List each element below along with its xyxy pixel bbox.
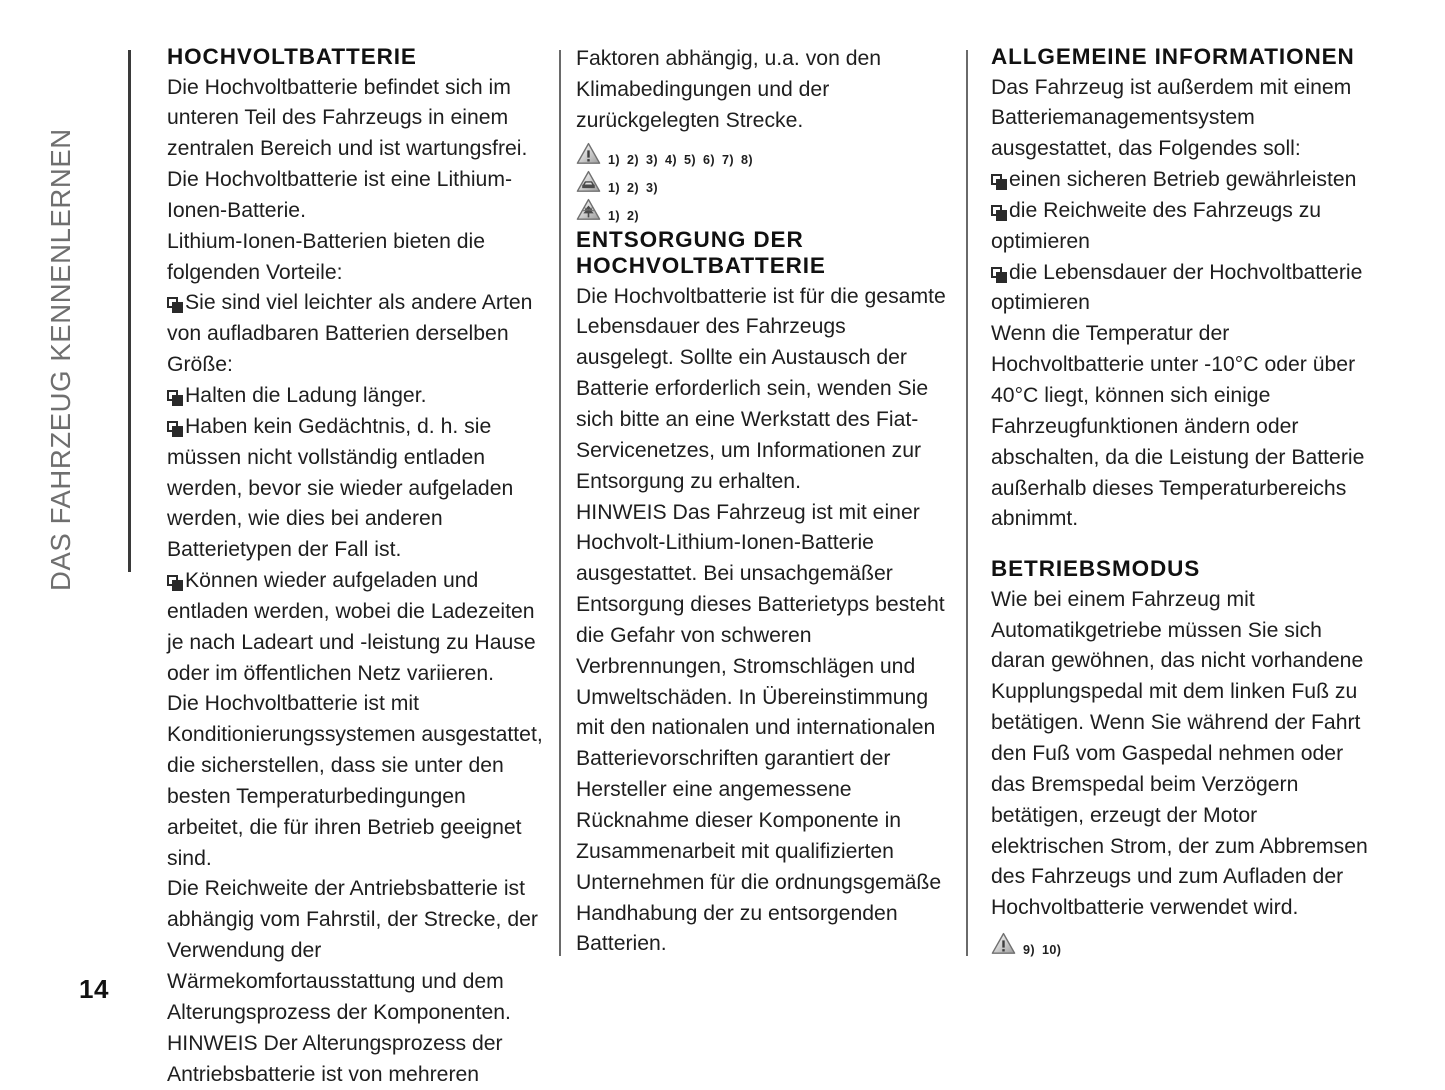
body-paragraph: HINWEIS Der Alterungsprozess der Antriebsbatterie ist von mehreren — [167, 1031, 503, 1086]
bullet-item-label: die Reichweite des Fahrzeugs zu optimieren — [991, 198, 1322, 253]
body-paragraph: Die Hochvoltbatterie ist für die gesamte Lebensdauer des Fahrzeugs ausgelegt. Sollte ein Austausch der Batterie erforderlich sein, wenden Sie sich bitte an eine Werkstatt des Fiat-Servicenetzes, um Informationen zur Entsorgung zu erhalten. — [576, 284, 946, 493]
section-heading: ALLGEMEINE INFORMATIONEN — [991, 44, 1355, 69]
warning-reference-number: 10) — [1042, 943, 1062, 958]
square-bullet-icon — [167, 575, 178, 586]
section-heading: BETRIEBSMODUS — [991, 556, 1201, 582]
bullet-item — [167, 381, 543, 412]
column-divider-1 — [559, 50, 561, 956]
bullet-item-label: Halten die Ladung länger. — [185, 383, 427, 407]
warning-reference-numbers — [1023, 943, 1068, 960]
square-bullet-icon — [167, 421, 178, 432]
bullet-item — [991, 165, 1369, 196]
warning-reference-number: 1) — [608, 208, 620, 223]
square-bullet-icon — [991, 174, 1002, 185]
square-bullet-icon — [991, 205, 1002, 216]
warning-reference-number: 4) — [665, 152, 677, 167]
square-bullet-icon — [991, 267, 1002, 278]
text-column-2 — [576, 44, 948, 960]
body-paragraph: Die Hochvoltbatterie ist mit Konditionierungssystemen ausgestattet, die sicherstellen, dass sie unter den besten Temperaturbedingungen arbeitet, die für ihren Betrieb geeignet sind. — [167, 692, 543, 870]
warning-reference-number: 7) — [722, 152, 734, 167]
bullet-item-label: Haben kein Gedächtnis, d. h. sie müssen nicht vollständig entladen werden, bevor sie wieder aufgeladen werden, wie dies bei anderen Batterietypen der Fall ist. — [167, 414, 514, 562]
body-paragraph: Faktoren abhängig, u.a. von den Klimabedingungen und der zurückgelegten Strecke. — [576, 47, 882, 132]
warning-reference-number: 1) — [608, 180, 620, 195]
bullet-item — [167, 288, 543, 381]
warning-reference-number: 3) — [646, 152, 658, 167]
body-paragraph: Die Hochvoltbatterie befindet sich im unteren Teil des Fahrzeugs in einem zentralen Bereich und ist wartungsfrei. — [167, 75, 528, 161]
warning-triangle-vehicle-icon — [576, 170, 601, 198]
bullet-item-label: Können wieder aufgeladen und entladen werden, wobei die Ladezeiten je nach Ladeart und -leistung zu Hause oder im öffentlichen Netz variieren. — [167, 569, 536, 685]
warning-reference-number: 6) — [703, 152, 715, 167]
body-paragraph: HINWEIS Das Fahrzeug ist mit einer Hochvolt-Lithium-Ionen-Batterie ausgestattet. Bei unsachgemäßer Entsorgung dieses Batterietyps besteht die Gefahr von schweren Verbrennungen, Stromschlägen und Umweltschäden. In Übereinstimmung mit den nationalen und internationalen Batterievorschriften garantiert der Hersteller eine angemessene Rücknahme dieser Komponente in Zusammenarbeit mit qualifizierten Unternehmen für die ordnungsgemäße Handhabung der zu entsorgenden Batterien. — [576, 500, 945, 956]
section-heading: ENTSORGUNG DER HOCHVOLTBATTERIE — [576, 226, 826, 279]
warning-reference-number: 5) — [684, 152, 696, 167]
warning-reference-row — [991, 934, 1369, 960]
body-paragraph: Die Hochvoltbatterie ist eine Lithium-Ionen-Batterie. — [167, 168, 513, 222]
body-paragraph: Die Reichweite der Antriebsbatterie ist abhängig vom Fahrstil, der Strecke, der Verwendung der Wärmekomfortausstattung und dem Alterungsprozess der Komponenten. — [167, 877, 538, 1024]
warning-triangle-environment-icon — [576, 198, 601, 226]
warning-reference-number: 2) — [627, 152, 639, 167]
body-paragraph: Wenn die Temperatur der Hochvoltbatterie unter -10°C oder über 40°C liegt, können sich einige Fahrzeugfunktionen ändern oder abschalten, da die Leistung der Batterie außerhalb dieses Temperaturbereichs abnimmt. — [991, 322, 1365, 531]
warning-reference-number: 2) — [627, 208, 639, 223]
body-paragraph: Lithium-Ionen-Batterien bieten die folgenden Vorteile: — [167, 229, 486, 284]
section-heading: HOCHVOLTBATTERIE — [167, 44, 417, 69]
bullet-item-label: die Lebensdauer der Hochvoltbatterie optimieren — [991, 260, 1363, 315]
column-divider-2 — [966, 50, 968, 956]
warning-reference-row — [576, 144, 948, 170]
warning-reference-number: 8) — [741, 152, 753, 167]
square-bullet-icon — [167, 297, 178, 308]
bullet-item-label: Sie sind viel leichter als andere Arten von aufladbaren Batterien derselben Größe: — [167, 291, 533, 377]
bullet-item — [991, 258, 1369, 320]
text-column-1 — [167, 44, 543, 1090]
bullet-item-label: einen sicheren Betrieb gewährleisten — [1009, 168, 1357, 192]
bullet-item — [167, 412, 543, 566]
warning-reference-number: 9) — [1023, 943, 1035, 958]
chapter-tab-rule — [128, 50, 131, 572]
warning-triangle-exclamation-icon — [991, 932, 1016, 960]
body-paragraph: Wie bei einem Fahrzeug mit Automatikgetriebe müssen Sie sich daran gewöhnen, das nicht vorhandene Kupplungspedal mit dem linken Fuß zu betätigen. Wenn Sie während der Fahrt den Fuß vom Gaspedal nehmen oder das Bremspedal beim Verzögern betätigen, erzeugt der Motor elektrischen Strom, der zum Abbremsen des Fahrzeugs und zum Aufladen der Hochvoltbatterie verwendet wird. — [991, 587, 1368, 920]
bullet-item — [167, 566, 543, 689]
warning-reference-numbers — [608, 209, 646, 226]
warning-reference-numbers — [608, 153, 760, 170]
text-column-3 — [991, 44, 1369, 961]
warning-reference-row — [576, 200, 948, 226]
warning-reference-numbers — [608, 181, 665, 198]
warning-reference-row — [576, 172, 948, 198]
chapter-tab — [0, 0, 132, 1018]
warning-reference-number: 1) — [608, 152, 620, 167]
warning-reference-number: 3) — [646, 180, 658, 195]
body-paragraph: Das Fahrzeug ist außerdem mit einem Batteriemanagementsystem ausgestattet, das Folgendes soll: — [991, 75, 1352, 161]
warning-triangle-exclamation-icon — [576, 142, 601, 170]
bullet-item — [991, 196, 1369, 258]
warning-reference-number: 2) — [627, 180, 639, 195]
square-bullet-icon — [167, 390, 178, 401]
chapter-tab-label: DAS FAHRZEUG KENNENLERNEN — [45, 128, 76, 591]
page-number: 14 — [79, 974, 109, 1004]
